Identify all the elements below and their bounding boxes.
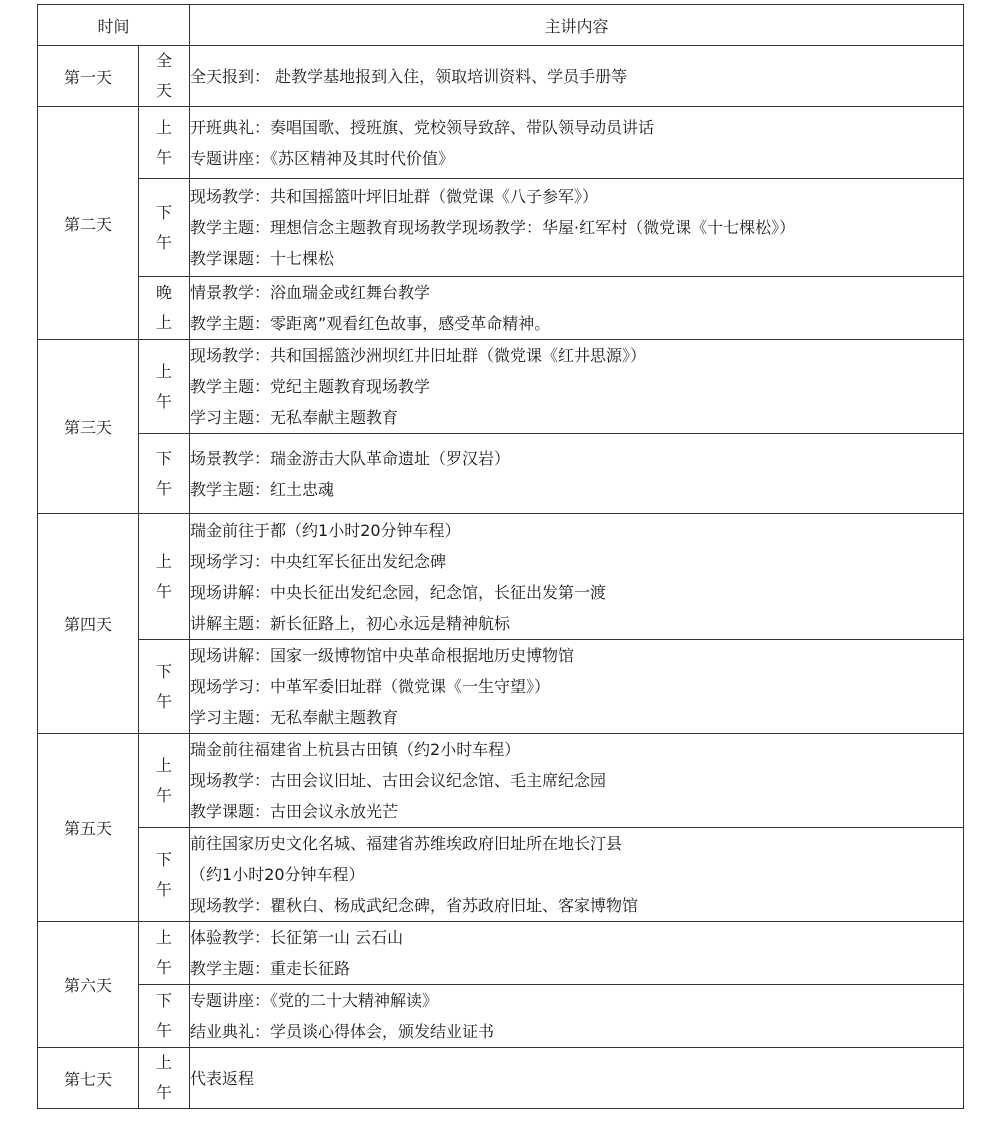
content-line: 现场教学：共和国摇篮沙洲坝红井旧址群（微党课《红井思源》） xyxy=(190,346,647,365)
schedule-row xyxy=(38,985,964,1048)
content-cell xyxy=(190,277,964,340)
day-label: 第五天 xyxy=(38,734,139,922)
period-label: 上午 xyxy=(156,117,173,167)
content-line: 学习主题：无私奉献主题教育 xyxy=(190,708,399,727)
period-cell xyxy=(139,734,190,828)
header-row xyxy=(38,5,964,46)
period-label: 上午 xyxy=(156,1053,173,1102)
period-cell xyxy=(139,514,190,640)
content-line: 现场讲解：国家一级博物馆中央革命根据地历史博物馆 xyxy=(190,646,575,665)
schedule-body xyxy=(38,46,964,1109)
content-line: 瑞金前往于都（约1小时20分钟车程） xyxy=(190,520,461,540)
schedule-row xyxy=(38,828,964,922)
content-line: 专题讲座：《党的二十大精神解读》 xyxy=(190,991,439,1010)
content-line: （约1小时20分钟车程） xyxy=(190,865,365,884)
content-line: 教学主题：党纪主题教育现场教学 xyxy=(190,377,431,396)
period-cell xyxy=(139,107,190,179)
content-cell xyxy=(190,734,964,828)
period-cell xyxy=(139,828,190,922)
period-cell xyxy=(139,340,190,434)
schedule-row xyxy=(38,340,964,434)
content-line: 专题讲座：《苏区精神及其时代价值》 xyxy=(190,148,455,168)
period-cell xyxy=(139,277,190,340)
period-label: 下午 xyxy=(156,202,173,252)
content-line: 教学主题：理想信念主题教育现场教学现场教学：华屋·红军村（微党课《十七棵松》） xyxy=(190,218,796,237)
content-cell xyxy=(190,179,964,277)
period-label: 上午 xyxy=(156,755,173,805)
schedule-row xyxy=(38,922,964,985)
period-cell xyxy=(139,640,190,734)
content-line: 教学主题：零距离”观看红色故事，感受革命精神。 xyxy=(190,314,551,333)
schedule-row xyxy=(38,1048,964,1109)
content-cell xyxy=(190,340,964,434)
content-cell xyxy=(190,640,964,734)
schedule-table xyxy=(37,4,964,1109)
content-cell xyxy=(190,1048,964,1109)
day-label: 第四天 xyxy=(38,514,139,734)
content-line: 教学主题：重走长征路 xyxy=(190,959,351,978)
content-column-header: 主讲内容 xyxy=(190,5,964,46)
content-line: 现场教学：共和国摇篮叶坪旧址群（微党课《八子参军》） xyxy=(190,187,599,206)
content-line: 现场学习：中央红军长征出发纪念碑 xyxy=(190,551,447,571)
day-label: 第六天 xyxy=(38,922,139,1048)
period-label: 下午 xyxy=(156,849,173,899)
content-cell xyxy=(190,922,964,985)
content-line: 教学课题：十七棵松 xyxy=(190,249,335,268)
content-line: 现场讲解：中央长征出发纪念园，纪念馆，长征出发第一渡 xyxy=(190,582,607,602)
period-label: 下午 xyxy=(156,448,173,498)
schedule-row xyxy=(38,734,964,828)
content-line: 讲解主题：新长征路上，初心永远是精神航标 xyxy=(190,613,511,633)
content-cell xyxy=(190,434,964,514)
period-label: 下午 xyxy=(156,991,173,1040)
schedule-row xyxy=(38,434,964,514)
period-label: 下午 xyxy=(156,661,173,711)
period-cell xyxy=(139,434,190,514)
content-line: 现场学习：中革军委旧址群（微党课《一生守望》） xyxy=(190,677,551,696)
period-cell xyxy=(139,179,190,277)
content-line: 瑞金前往福建省上杭县古田镇（约2小时车程） xyxy=(190,740,521,759)
content-line: 场景教学：瑞金游击大队革命遗址（罗汉岩） xyxy=(190,448,511,468)
content-line: 教学主题：红土忠魂 xyxy=(190,479,335,499)
content-cell xyxy=(190,107,964,179)
period-label: 上午 xyxy=(156,928,173,977)
schedule-row xyxy=(38,107,964,179)
content-line: 体验教学：长征第一山 云石山 xyxy=(190,928,404,947)
schedule-row xyxy=(38,514,964,640)
period-cell xyxy=(139,46,190,107)
period-label: 上午 xyxy=(156,361,173,411)
content-cell xyxy=(190,828,964,922)
period-label: 全天 xyxy=(156,51,173,100)
time-column-header: 时间 xyxy=(38,5,190,46)
content-line: 前往国家历史文化名城、福建省苏维埃政府旧址所在地长汀县 xyxy=(190,834,623,853)
content-line: 代表返程 xyxy=(190,1068,255,1088)
schedule-row xyxy=(38,277,964,340)
content-line: 学习主题：无私奉献主题教育 xyxy=(190,408,399,427)
period-cell xyxy=(139,922,190,985)
day-label: 第一天 xyxy=(38,46,139,107)
day-label: 第七天 xyxy=(38,1048,139,1109)
content-cell xyxy=(190,985,964,1048)
content-line: 现场教学：古田会议旧址、古田会议纪念馆、毛主席纪念园 xyxy=(190,771,607,790)
day-label: 第二天 xyxy=(38,107,139,340)
schedule-row xyxy=(38,179,964,277)
day-label: 第三天 xyxy=(38,340,139,514)
period-cell xyxy=(139,985,190,1048)
schedule-row xyxy=(38,46,964,107)
content-cell xyxy=(190,514,964,640)
content-line: 结业典礼：学员谈心得体会，颁发结业证书 xyxy=(190,1022,495,1041)
content-cell xyxy=(190,46,964,107)
content-line: 开班典礼：奏唱国歌、授班旗、党校领导致辞、带队领导动员讲话 xyxy=(190,117,655,137)
period-label: 晚上 xyxy=(156,283,173,332)
schedule-row xyxy=(38,640,964,734)
content-line: 现场教学：瞿秋白、杨成武纪念碑，省苏政府旧址、客家博物馆 xyxy=(190,896,639,915)
period-cell xyxy=(139,1048,190,1109)
content-line: 教学课题：古田会议永放光芒 xyxy=(190,802,399,821)
content-line: 情景教学：浴血瑞金或红舞台教学 xyxy=(190,283,431,302)
period-label: 上午 xyxy=(156,551,173,601)
content-line: 全天报到： 赴教学基地报到入住，领取培训资料、学员手册等 xyxy=(190,66,628,86)
